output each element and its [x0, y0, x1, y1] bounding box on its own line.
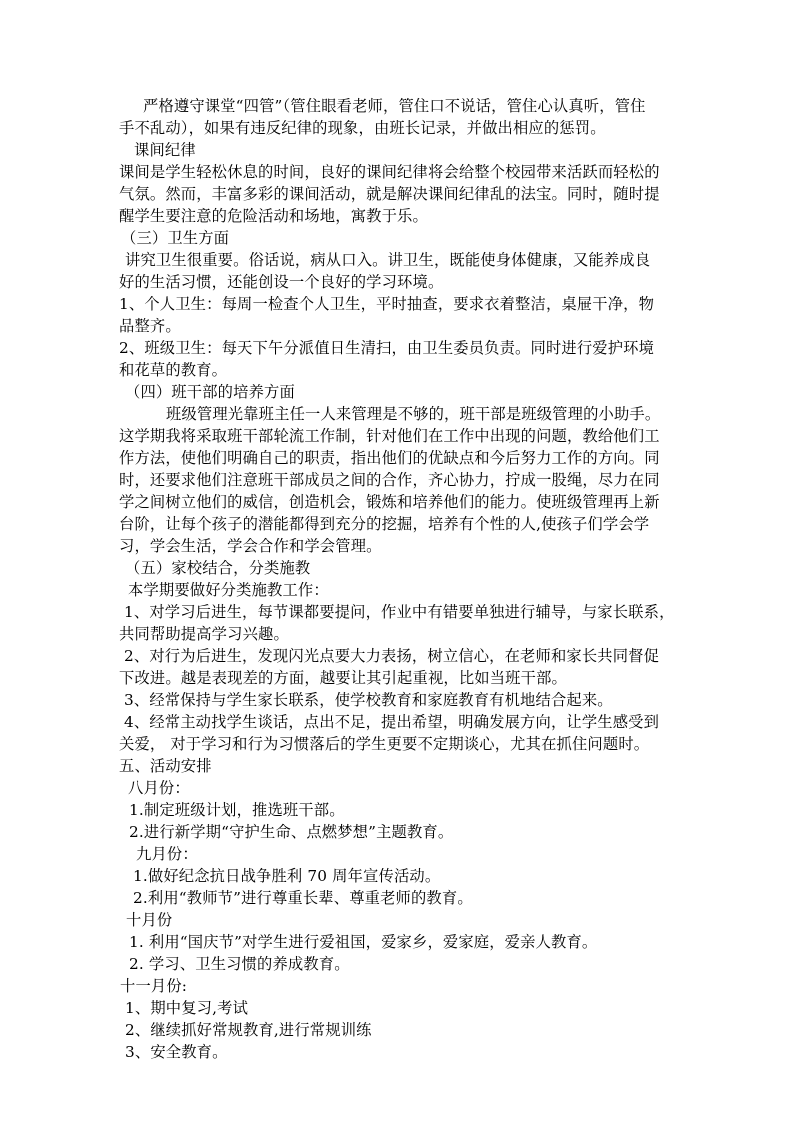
text-line: 2、班级卫生：每天下午分派值日生清扫，由卫生委员负责。同时进行爱护环境: [119, 339, 655, 357]
section-heading: （五）家校结合，分类施教: [125, 559, 311, 577]
section-heading: （三）卫生方面: [121, 229, 230, 247]
text-line: 严格遵守课堂“四管”（管住眼看老师，管住口不说话，管住心认真听，管住: [143, 97, 646, 115]
text-line: 4、经常主动找学生谈话，点出不足，提出希望，明确发展方向，让学生感受到: [124, 713, 660, 731]
list-item: 2.进行新学期“守护生命、点燃梦想”主题教育。: [129, 823, 454, 841]
text-line: 醒学生要注意的危险活动和场地，寓教于乐。: [119, 207, 428, 225]
text-line: 关爱， 对于学习和行为习惯落后的学生更要不定期谈心，尤其在抓住问题时。: [119, 735, 650, 753]
text-line: 作方法，使他们明确自己的职责，指出他们的优缺点和今后努力工作的方向。同: [119, 449, 660, 467]
month-heading: 十月份: [126, 911, 173, 929]
text-line: 好的生活习惯，还能创设一个良好的学习环境。: [119, 273, 444, 291]
text-line: 课间是学生轻松休息的时间，良好的课间纪律将会给整个校园带来活跃而轻松的: [119, 163, 660, 181]
text-line: 和花草的教育。: [119, 361, 228, 379]
text-line: 品整齐。: [119, 317, 181, 335]
list-item: 1. 利用“国庆节”对学生进行爱祖国，爱家乡，爱家庭，爱亲人教育。: [129, 933, 598, 951]
section-heading: 课间纪律: [134, 141, 196, 159]
month-heading: 九月份：: [136, 845, 198, 863]
list-item: 2、继续抓好常规教育,进行常规训练: [125, 1021, 372, 1039]
text-line: 3、经常保持与学生家长联系，使学校教育和家庭教育有机地结合起来。: [124, 691, 613, 709]
list-item: 1.做好纪念抗日战争胜利 70 周年宣传活动。: [133, 867, 441, 885]
text-line: 讲究卫生很重要。俗话说，病从口入。讲卫生，既能使身体健康，又能养成良: [125, 251, 651, 269]
text-line: 这学期我将采取班干部轮流工作制，针对他们在工作中出现的问题，教给他们工: [119, 427, 660, 445]
text-line: 下改进。越是表现差的方面，越要让其引起重视，比如当班干部。: [119, 669, 567, 687]
text-line: 台阶，让每个孩子的潜能都得到充分的挖掘，培养有个性的人,使孩子们学会学: [119, 515, 650, 533]
text-line: 时，还要求他们注意班干部成员之间的合作，齐心协力，拧成一股绳，尽力在同: [119, 471, 660, 489]
text-line: 习，学会生活，学会合作和学会管理。: [119, 537, 382, 555]
text-line: 本学期要做好分类施教工作：: [128, 581, 329, 599]
text-line: 班级管理光靠班主任一人来管理是不够的，班干部是班级管理的小助手。: [166, 405, 661, 423]
section-heading: （四）班干部的培养方面: [125, 383, 295, 401]
list-item: 1、期中复习,考试: [125, 999, 249, 1017]
list-item: 3、安全教育。: [125, 1043, 228, 1061]
month-heading: 八月份：: [128, 779, 190, 797]
text-line: 1、个人卫生：每周一检查个人卫生，平时抽查，要求衣着整洁，桌屉干净，物: [119, 295, 655, 313]
list-item: 2. 学习、卫生习惯的养成教育。: [129, 955, 350, 973]
list-item: 1.制定班级计划，推选班干部。: [129, 801, 345, 819]
list-item: 2.利用“教师节”进行尊重长辈、尊重老师的教育。: [133, 889, 473, 907]
section-heading: 五、活动安排: [119, 757, 212, 775]
text-line: 手不乱动），如果有违反纪律的现象，由班长记录，并做出相应的惩罚。: [119, 119, 606, 137]
text-line: 学之间树立他们的威信，创造机会，锻炼和培养他们的能力。使班级管理再上新: [119, 493, 660, 511]
text-line: 2、对行为后进生，发现闪光点要大力表扬，树立信心，在老师和家长共同督促: [124, 647, 660, 665]
text-line: 共同帮助提高学习兴趣。: [119, 625, 289, 643]
text-line: 气氛。然而，丰富多彩的课间活动，就是解决课间纪律乱的法宝。同时，随时提: [119, 185, 660, 203]
text-line: 1、对学习后进生，每节课都要提问，作业中有错要单独进行辅导，与家长联系，: [124, 603, 675, 621]
month-heading: 十一月份:: [120, 977, 188, 995]
